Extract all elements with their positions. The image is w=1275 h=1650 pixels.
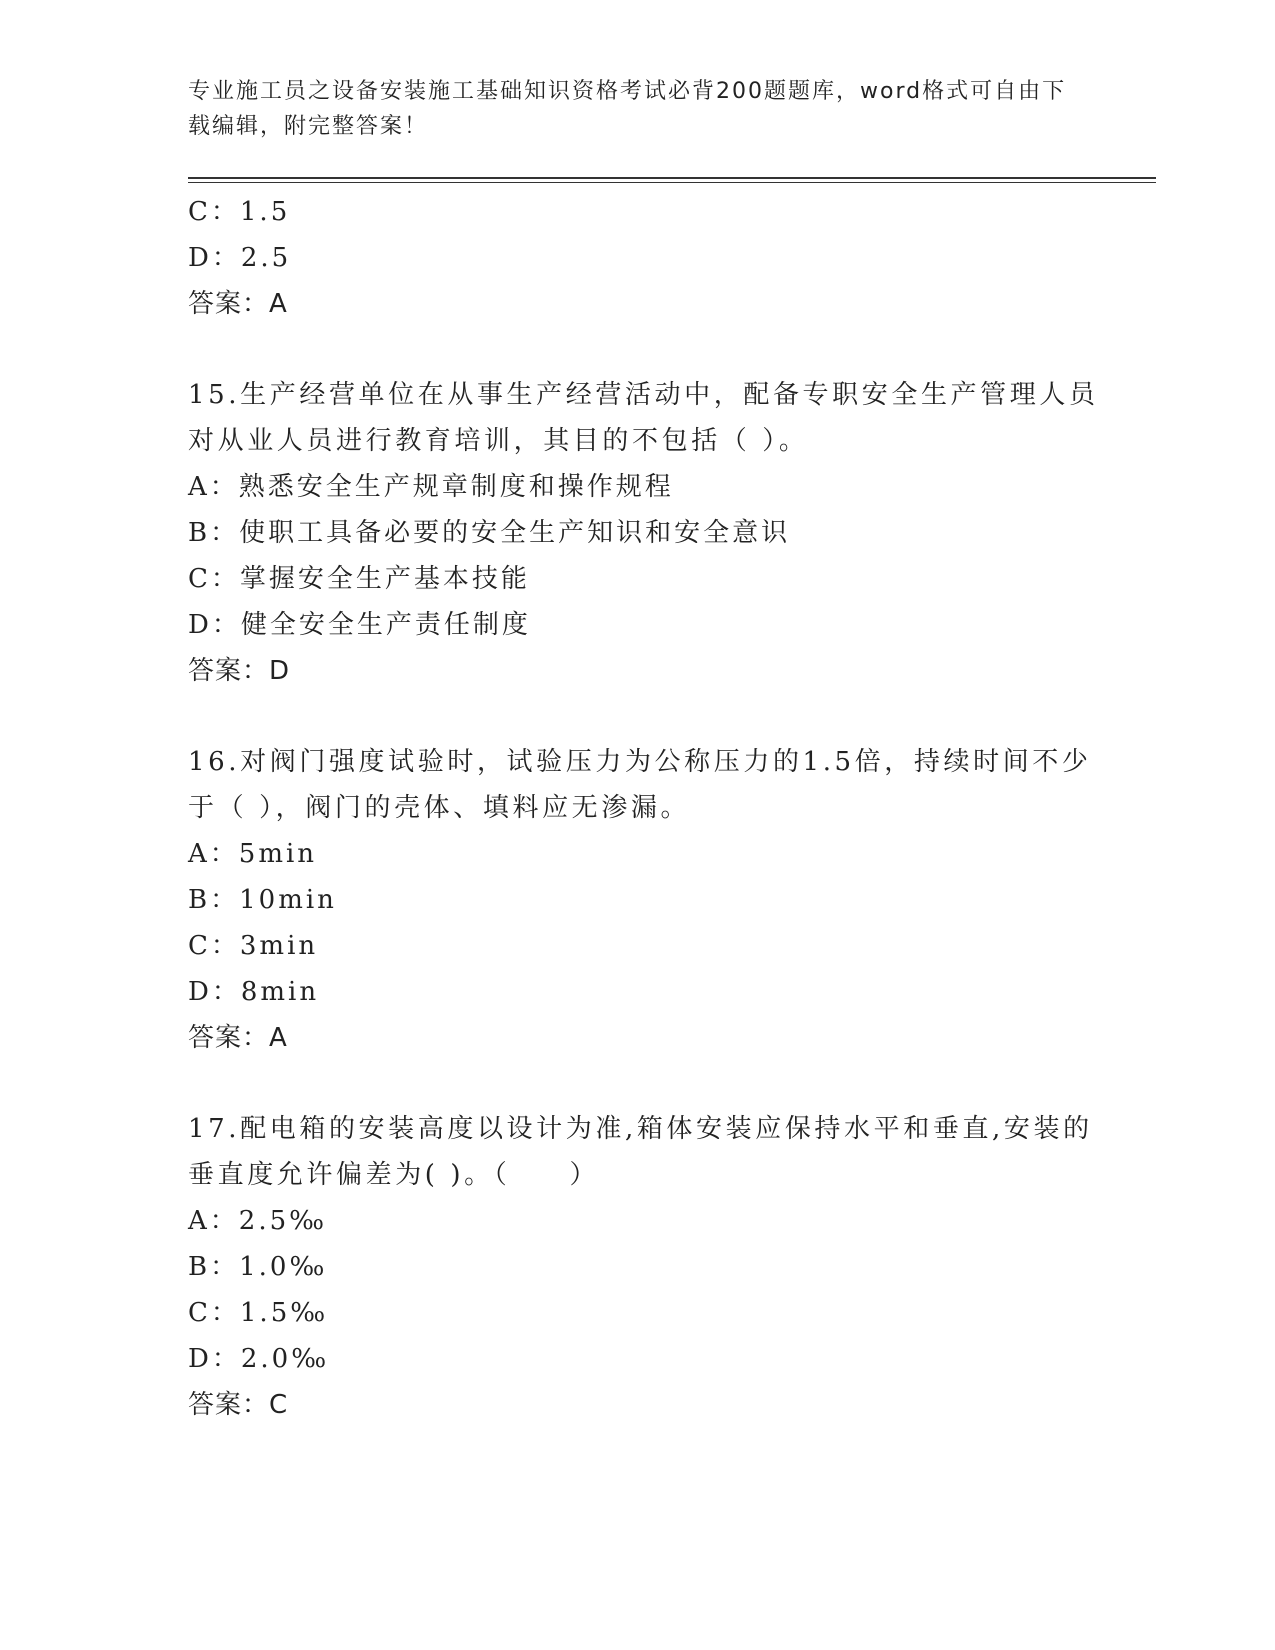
question-stem-line: 17.配电箱的安装高度以设计为准,箱体安装应保持水平和垂直,安装的 [188,1114,1093,1144]
previous-question-tail [188,189,1088,327]
answer-line: 答案：A [188,1023,288,1053]
question-17 [188,1106,1093,1428]
spacer [188,327,1088,372]
option-a: A：5min [188,839,318,869]
option-c: C：1.5 [188,197,291,227]
header-divider-thick [188,177,1156,179]
question-stem-line: 15.生产经营单位在从事生产经营活动中，配备专职安全生产管理人员 [188,380,1099,410]
question-15 [188,372,1099,694]
option-a: A：2.5‰ [188,1206,328,1236]
option-c: C：掌握安全生产基本技能 [188,564,530,594]
answer-line: 答案：A [188,289,288,319]
question-stem-line: 16.对阀门强度试验时，试验压力为公称压力的1.5倍，持续时间不少 [188,747,1092,777]
option-c: C：1.5‰ [188,1298,329,1328]
option-d: D：2.0‰ [188,1344,330,1374]
answer-line: 答案：D [188,656,291,686]
option-d: D：2.5 [188,243,292,273]
option-b: B：1.0‰ [188,1252,328,1282]
question-list [188,189,1099,1428]
option-b: B：使职工具备必要的安全生产知识和安全意识 [188,518,791,548]
option-d: D：健全安全生产责任制度 [188,610,531,640]
spacer [188,1061,1088,1106]
option-a: A：熟悉安全生产规章制度和操作规程 [188,472,674,502]
question-stem-line: 垂直度允许偏差为( )。（ ） [188,1160,600,1190]
question-stem-line: 对从业人员进行教育培训，其目的不包括（ ）。 [188,426,809,456]
question-16 [188,739,1092,1061]
option-d: D：8min [188,977,320,1007]
answer-line: 答案：C [188,1390,289,1420]
option-b: B：10min [188,885,337,915]
spacer [188,694,1088,739]
option-c: C：3min [188,931,319,961]
header-divider-thin [188,182,1156,183]
document-header: 专业施工员之设备安装施工基础知识资格考试必背200题题库，word格式可自由下载编辑，附完整答案！ [188,79,1067,139]
question-stem-line: 于（ ），阀门的壳体、填料应无渗漏。 [188,793,691,823]
